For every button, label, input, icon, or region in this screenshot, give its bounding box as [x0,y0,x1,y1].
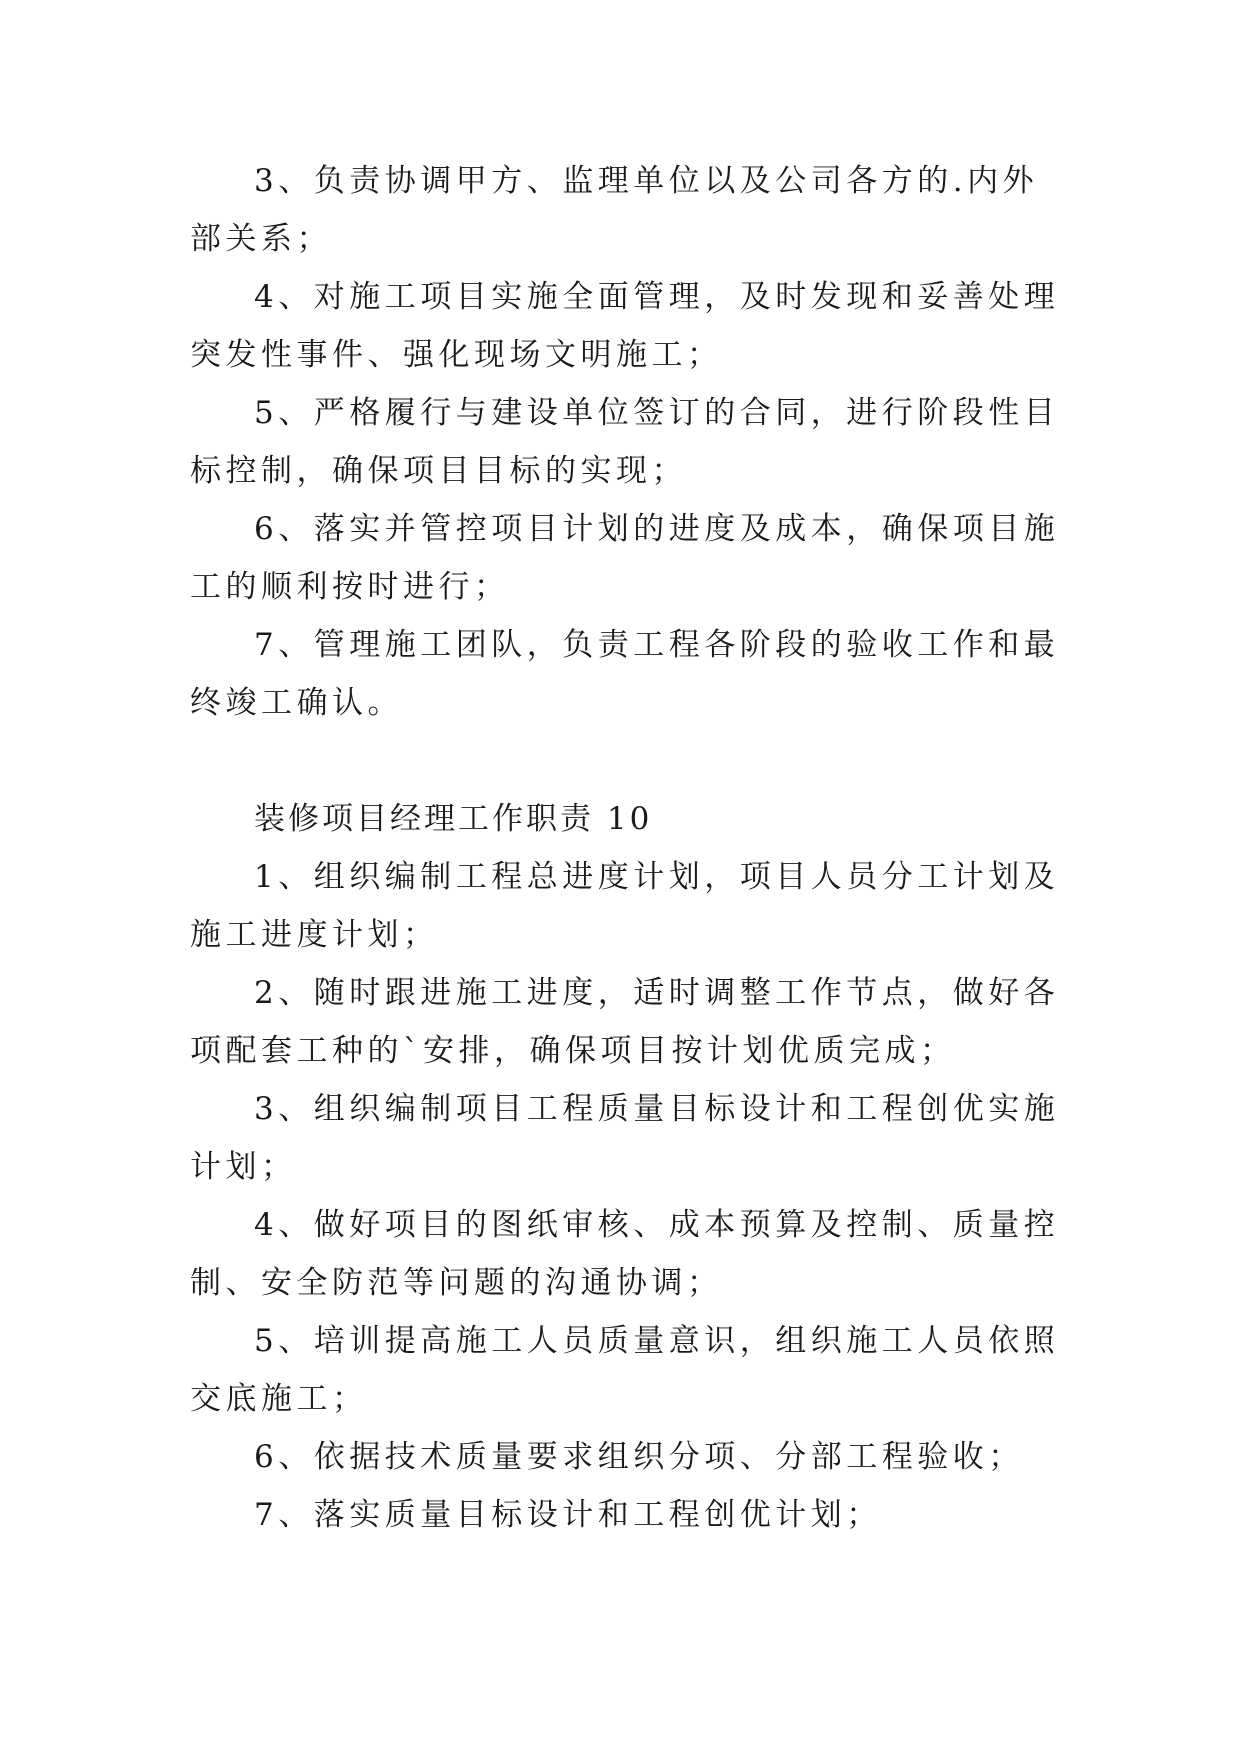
list-item: 5、培训提高施工人员质量意识，组织施工人员依照交底施工； [190,1323,1060,1417]
list-item: 6、依据技术质量要求组织分项、分部工程验收； [254,1439,1024,1475]
section-title: 装修项目经理工作职责 10 [254,801,653,837]
list-item: 2、随时跟进施工进度，适时调整工作节点，做好各项配套工种的`安排，确保项目按计划优质完成； [190,975,1060,1069]
document-body [190,152,1070,1544]
list-item: 1、组织编制工程总进度计划，项目人员分工计划及施工进度计划； [190,859,1060,953]
list-item: 4、对施工项目实施全面管理，及时发现和妥善处理突发性事件、强化现场文明施工； [190,279,1060,373]
list-item: 3、组织编制项目工程质量目标设计和工程创优实施计划； [190,1091,1060,1185]
list-item: 5、严格履行与建设单位签订的合同，进行阶段性目标控制，确保项目目标的实现； [190,395,1060,489]
list-item: 4、做好项目的图纸审核、成本预算及控制、质量控制、安全防范等问题的沟通协调； [190,1207,1060,1301]
list-item: 6、落实并管控项目计划的进度及成本，确保项目施工的顺利按时进行； [190,511,1060,605]
list-item: 3、负责协调甲方、监理单位以及公司各方的.内外部关系； [190,163,1039,257]
list-item: 7、管理施工团队，负责工程各阶段的验收工作和最终竣工确认。 [190,627,1060,721]
list-item: 7、落实质量目标设计和工程创优计划； [254,1497,882,1533]
